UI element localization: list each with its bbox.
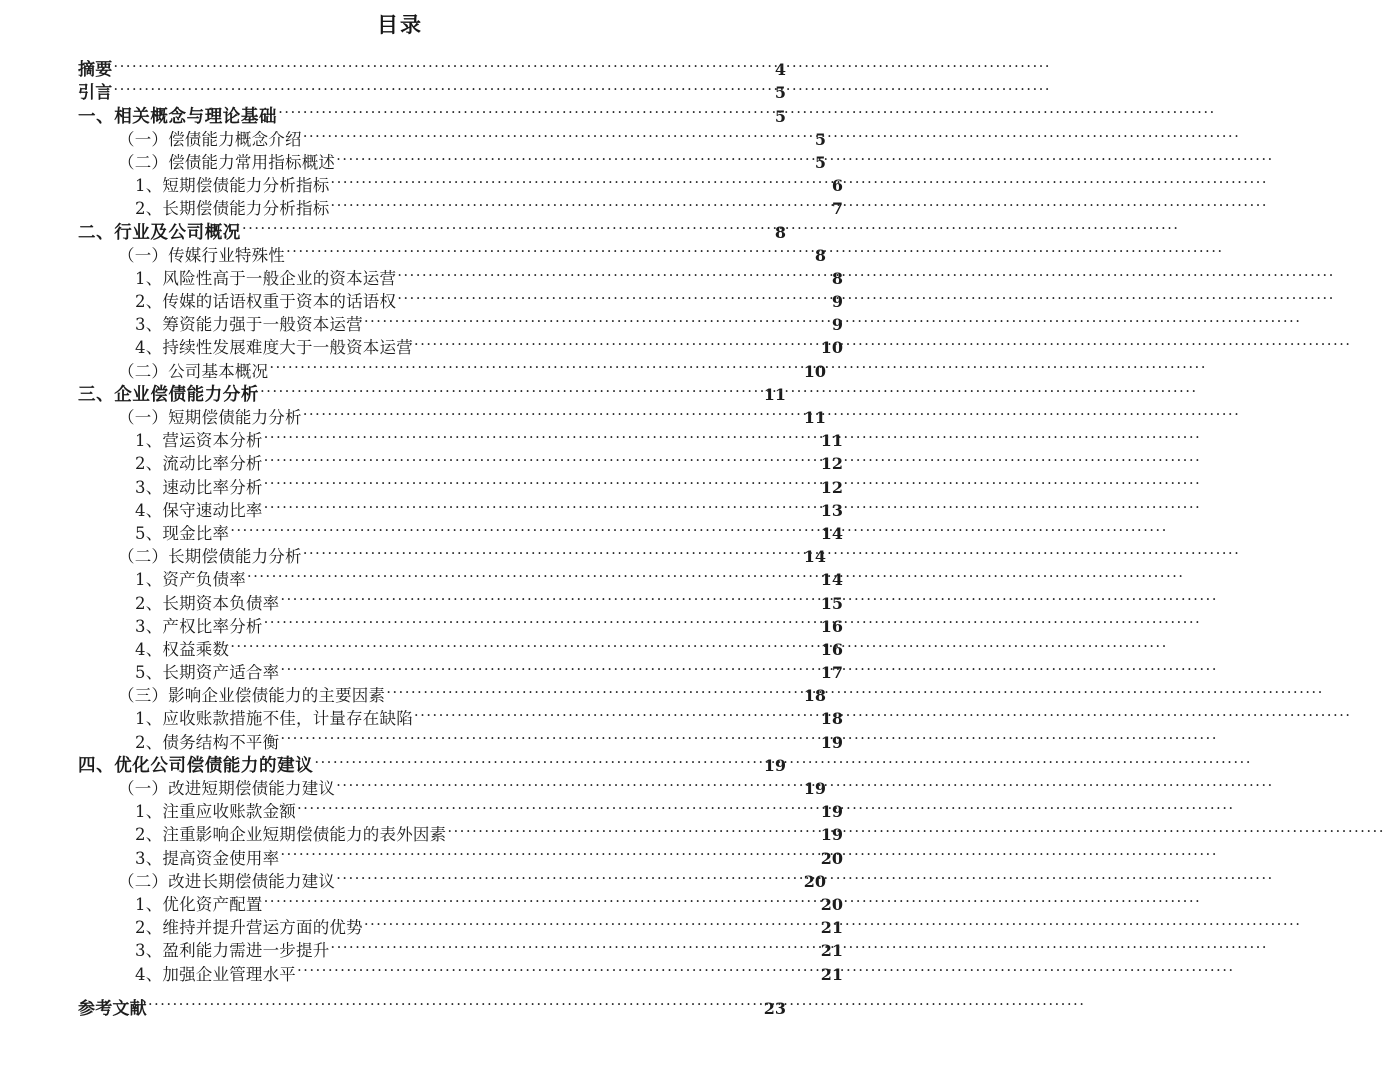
toc-page-number: 15 [820, 593, 843, 613]
toc-leader-dots [242, 214, 774, 237]
toc-leader-dots [364, 910, 820, 933]
toc-page-number: 21 [820, 964, 843, 984]
toc-entry-label: 一、相关概念与理论基础 [78, 106, 278, 127]
toc-entry-label: （一）传媒行业特殊性 [118, 245, 285, 265]
toc-leader-dots [278, 98, 774, 121]
toc-leader-dots [447, 817, 819, 840]
toc-page-number: 11 [820, 431, 843, 451]
toc-leader-dots [330, 191, 830, 214]
toc-entry-label: 2、流动比率分析 [135, 454, 263, 474]
toc-page-number: 9 [831, 315, 843, 335]
toc-page-number: 16 [820, 616, 843, 636]
toc-page-number: 19 [763, 755, 786, 775]
toc-leader-dots [113, 52, 773, 75]
toc-page-number: 20 [803, 871, 826, 891]
toc-entry-label: 1、短期偿债能力分析指标 [135, 176, 330, 196]
toc-entry-label: （二）公司基本概况 [118, 361, 269, 381]
toc-entry-label: 4、权益乘数 [135, 639, 230, 659]
toc-page-number: 21 [820, 918, 843, 938]
toc-entry[interactable] [78, 98, 786, 127]
toc-page-number: 8 [774, 222, 786, 242]
toc-entry-label: 1、应收账款措施不佳，计量存在缺陷 [135, 709, 413, 729]
toc-leader-dots [280, 840, 819, 863]
toc-entry[interactable] [135, 655, 843, 683]
toc-page-number: 8 [814, 245, 826, 265]
toc-page-number: 6 [831, 176, 843, 196]
toc-entry-label: 1、优化资产配置 [135, 894, 263, 914]
toc-page-number: 14 [820, 523, 843, 543]
toc-leader-dots [386, 678, 803, 701]
toc-page-number: 7 [831, 199, 843, 219]
toc-entry-label: 1、风险性高于一般企业的资本运营 [135, 268, 397, 288]
toc-leader-dots [303, 400, 803, 423]
toc-leader-dots [264, 887, 820, 910]
toc-leader-dots [264, 469, 820, 492]
toc-leader-dots [297, 956, 820, 979]
table-of-contents [0, 52, 843, 1019]
toc-entry-label: 4、加强企业管理水平 [135, 964, 296, 984]
toc-page-number: 19 [820, 732, 843, 752]
toc-leader-dots [148, 991, 763, 1014]
toc-entry-label: （二）长期偿债能力分析 [118, 547, 302, 567]
toc-page-number: 10 [820, 338, 843, 358]
toc-leader-dots [260, 377, 763, 400]
toc-entry-label: 参考文献 [78, 998, 147, 1019]
toc-entry-label: 二、行业及公司概况 [78, 222, 241, 243]
toc-leader-dots [280, 585, 819, 608]
toc-page-number: 5 [814, 152, 826, 172]
toc-page-number: 11 [803, 408, 826, 427]
toc-leader-dots [264, 609, 820, 632]
toc-entry-label: 5、现金比率 [135, 523, 230, 543]
toc-leader-dots [280, 724, 819, 747]
toc-leader-dots [414, 701, 820, 724]
toc-entry-label: 2、长期资本负债率 [135, 593, 280, 613]
toc-entry-label: （一）偿债能力概念介绍 [118, 129, 302, 149]
toc-leader-dots [230, 632, 820, 655]
toc-leader-dots [264, 493, 820, 516]
toc-page-number: 14 [820, 570, 843, 590]
toc-entry-label: 1、营运资本分析 [135, 431, 263, 451]
toc-entry-label: 2、长期偿债能力分析指标 [135, 199, 330, 219]
toc-page-number: 4 [774, 60, 786, 80]
toc-entry-label: 2、注重影响企业短期偿债能力的表外因素 [135, 825, 447, 845]
toc-entry-label: 2、维持并提升营运方面的优势 [135, 918, 363, 938]
toc-page-number: 18 [803, 686, 826, 706]
toc-entry[interactable] [78, 75, 786, 104]
toc-page-number: 12 [820, 477, 843, 497]
toc-leader-dots [264, 446, 820, 469]
toc-leader-dots [269, 353, 802, 376]
toc-page-number: 9 [831, 292, 843, 312]
toc-leader-dots [230, 516, 820, 539]
toc-entry-label: 1、资产负债率 [135, 570, 246, 590]
toc-page-number: 12 [820, 454, 843, 474]
toc-entry-label: 5、长期资产适合率 [135, 663, 280, 683]
toc-leader-dots [113, 75, 773, 98]
toc-entry-label: （二）改进长期偿债能力建议 [118, 871, 336, 891]
toc-page-number: 21 [820, 941, 843, 961]
toc-leader-dots [280, 655, 819, 678]
toc-leader-dots [364, 307, 831, 330]
toc-entry-label: 2、债务结构不平衡 [135, 732, 280, 752]
toc-page-number: 16 [820, 639, 843, 659]
toc-page-number: 14 [803, 547, 826, 567]
toc-entry-label: 摘要 [78, 60, 113, 81]
toc-leader-dots [247, 562, 820, 585]
toc-leader-dots [314, 748, 762, 771]
toc-page-number: 20 [820, 894, 843, 914]
toc-entry-label: （一）改进短期偿债能力建议 [118, 779, 336, 798]
toc-page-number: 18 [820, 709, 843, 729]
toc-entry-label: 3、提高资金使用率 [135, 848, 280, 868]
toc-leader-dots [330, 933, 819, 956]
toc-leader-dots [397, 261, 831, 284]
toc-entry-label: 3、筹资能力强于一般资本运营 [135, 315, 363, 335]
toc-entry-label: 2、传媒的话语权重于资本的话语权 [135, 292, 397, 312]
toc-page-number: 19 [803, 779, 826, 798]
toc-leader-dots [303, 122, 814, 145]
toc-entry-label: 3、产权比率分析 [135, 616, 263, 636]
page-title: 目录 [377, 12, 423, 37]
toc-entry[interactable] [78, 991, 786, 1019]
toc-leader-dots [286, 238, 814, 261]
toc-entry[interactable] [135, 516, 843, 543]
toc-entry-label: 1、注重应收账款金额 [135, 802, 296, 822]
toc-entry-label: 四、优化公司偿债能力的建议 [78, 755, 314, 776]
toc-page-number: 17 [820, 663, 843, 683]
toc-entry-label: 三、企业偿债能力分析 [78, 384, 259, 405]
toc-leader-dots [336, 771, 803, 794]
toc-leader-dots [330, 168, 830, 191]
toc-page-number: 13 [820, 500, 843, 520]
toc-entry[interactable] [135, 632, 843, 659]
toc-page-number: 8 [831, 268, 843, 288]
toc-page-number: 5 [774, 106, 786, 126]
toc-page-number: 19 [820, 802, 843, 822]
toc-entry[interactable] [78, 52, 786, 81]
toc-entry-label: 3、盈利能力需进一步提升 [135, 941, 330, 961]
toc-leader-dots [264, 423, 820, 446]
toc-page-number: 20 [820, 848, 843, 868]
toc-page-number: 5 [814, 129, 826, 149]
toc-leader-dots [336, 145, 814, 168]
toc-leader-dots [414, 330, 820, 353]
toc-entry-label: 3、速动比率分析 [135, 477, 263, 497]
toc-entry-label: （三）影响企业偿债能力的主要因素 [118, 686, 386, 706]
toc-page-number: 19 [820, 825, 843, 845]
toc-entry-label: 4、保守速动比率 [135, 500, 263, 520]
toc-page-number: 11 [763, 384, 786, 404]
toc-page-number: 5 [774, 83, 786, 103]
toc-leader-dots [336, 864, 803, 887]
toc-entry-label: （二）偿债能力常用指标概述 [118, 152, 336, 172]
toc-page-number: 10 [803, 361, 826, 381]
toc-entry-label: 引言 [78, 83, 113, 104]
toc-leader-dots [397, 284, 831, 307]
toc-entry-label: 4、持续性发展难度大于一般资本运营 [135, 338, 413, 358]
toc-page-number: 23 [763, 998, 786, 1018]
toc-leader-dots [297, 794, 820, 817]
toc-leader-dots [303, 539, 803, 562]
toc-entry-label: （一）短期偿债能力分析 [118, 408, 302, 427]
